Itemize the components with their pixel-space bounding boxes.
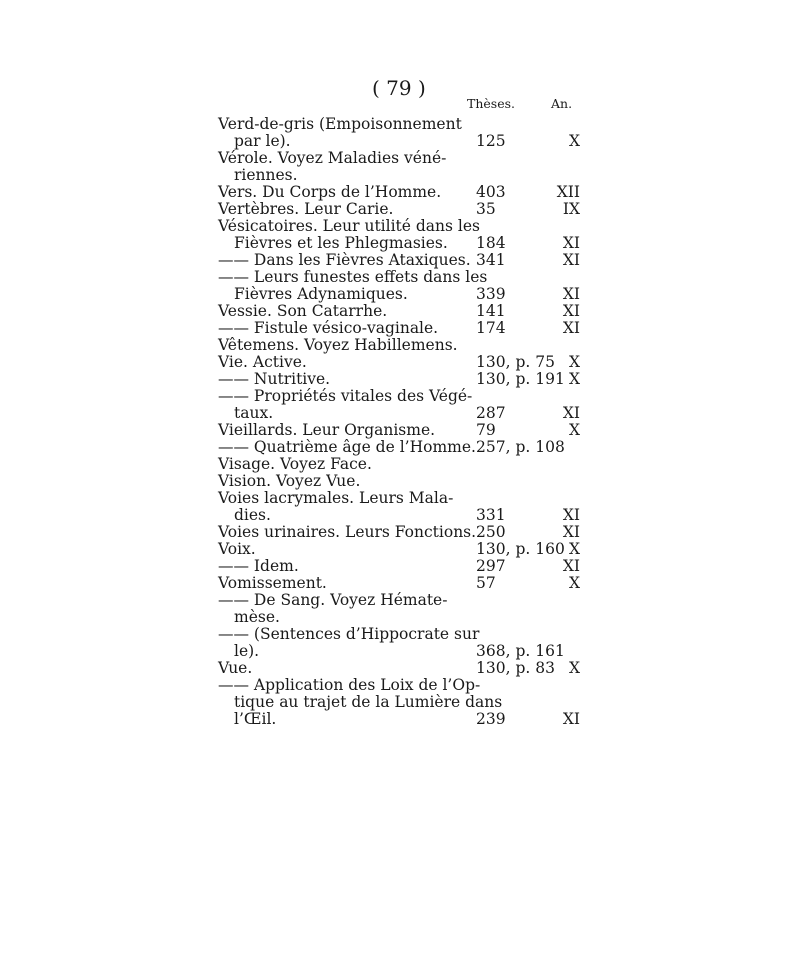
index-line xyxy=(218,473,588,490)
theses-ref: 130, p. 160 xyxy=(476,540,565,558)
index-line xyxy=(218,677,588,694)
theses-ref: 287 xyxy=(476,404,506,422)
year-ref: X xyxy=(568,353,580,371)
theses-ref: 130, p. 191 xyxy=(476,370,565,388)
year-ref: XI xyxy=(562,404,580,422)
entry-text: —— Leurs funestes effets dans les xyxy=(218,268,488,286)
year-ref: XI xyxy=(562,710,580,728)
index-line xyxy=(218,218,588,235)
index-line xyxy=(218,371,588,388)
entry-text: —— Nutritive. xyxy=(218,370,331,388)
index-line xyxy=(218,201,588,218)
index-line xyxy=(218,422,588,439)
index-line xyxy=(218,592,588,609)
theses-ref: 125 xyxy=(476,132,506,150)
entry-text: —— De Sang. Voyez Hémate- xyxy=(218,591,448,609)
entry-text: Verd-de-gris (Empoisonnement xyxy=(218,115,462,133)
theses-ref: 297 xyxy=(476,557,506,575)
year-ref: XI xyxy=(562,234,580,252)
entry-text: Visage. Voyez Face. xyxy=(218,455,372,473)
theses-ref: 331 xyxy=(476,506,506,524)
entry-text: mèse. xyxy=(234,608,280,626)
index-line xyxy=(218,439,588,456)
theses-ref: 141 xyxy=(476,302,506,320)
entry-text: Voies lacrymales. Leurs Mala- xyxy=(218,489,454,507)
index-line xyxy=(218,184,588,201)
index-line xyxy=(218,116,588,133)
index-line xyxy=(218,456,588,473)
entry-text: Vue. xyxy=(218,659,253,677)
year-ref: X xyxy=(568,574,580,592)
entry-text: —— (Sentences d’Hippocrate sur xyxy=(218,625,480,643)
entry-text: Fièvres et les Phlegmasies. xyxy=(234,234,448,252)
entry-text: Voies urinaires. Leurs Fonctions. xyxy=(218,523,477,541)
index-line xyxy=(218,286,588,303)
index-line xyxy=(218,235,588,252)
index-line xyxy=(218,524,588,541)
index-line xyxy=(218,558,588,575)
theses-ref: 403 xyxy=(476,183,506,201)
index-line xyxy=(218,405,588,422)
theses-ref: 130, p. 83 xyxy=(476,659,555,677)
page-number: ( 79 ) xyxy=(372,76,426,100)
entry-text: tique au trajet de la Lumière dans xyxy=(234,693,503,711)
index-line xyxy=(218,269,588,286)
year-ref: X xyxy=(568,659,580,677)
theses-ref: 184 xyxy=(476,234,506,252)
entry-text: —— Quatrième âge de l’Homme. xyxy=(218,438,476,456)
entry-text: —— Idem. xyxy=(218,557,299,575)
entry-text: taux. xyxy=(234,404,274,422)
index-line xyxy=(218,609,588,626)
index-line xyxy=(218,643,588,660)
year-ref: X xyxy=(568,421,580,439)
theses-ref: 341 xyxy=(476,251,506,269)
theses-ref: 339 xyxy=(476,285,506,303)
entry-text: Vérole. Voyez Maladies véné- xyxy=(218,149,447,167)
index-line xyxy=(218,490,588,507)
index-line xyxy=(218,252,588,269)
theses-ref: 368, p. 161 xyxy=(476,642,565,660)
entry-text: Fièvres Adynamiques. xyxy=(234,285,408,303)
entry-text: Vieillards. Leur Organisme. xyxy=(218,421,436,439)
entry-text: l’Œil. xyxy=(234,710,277,728)
entry-text: Vie. Active. xyxy=(218,353,307,371)
year-ref: XI xyxy=(562,557,580,575)
year-ref: XI xyxy=(562,523,580,541)
entry-text: dies. xyxy=(234,506,271,524)
entry-text: par le). xyxy=(234,132,291,150)
year-ref: X xyxy=(568,370,580,388)
index-line xyxy=(218,337,588,354)
entry-text: Vessie. Son Catarrhe. xyxy=(218,302,388,320)
theses-ref: 79 xyxy=(476,421,496,439)
theses-ref: 257, p. 108 xyxy=(476,438,565,456)
theses-ref: 57 xyxy=(476,574,496,592)
index-line xyxy=(218,507,588,524)
year-ref: XII xyxy=(556,183,580,201)
entry-text: —— Dans les Fièvres Ataxiques. xyxy=(218,251,471,269)
theses-ref: 239 xyxy=(476,710,506,728)
entry-text: Vers. Du Corps de l’Homme. xyxy=(218,183,442,201)
theses-ref: 130, p. 75 xyxy=(476,353,555,371)
index-line xyxy=(218,354,588,371)
index-line xyxy=(218,150,588,167)
entry-text: riennes. xyxy=(234,166,298,184)
year-ref: XI xyxy=(562,251,580,269)
entry-text: —— Propriétés vitales des Végé- xyxy=(218,387,473,405)
year-ref: XI xyxy=(562,285,580,303)
year-ref: X xyxy=(568,540,580,558)
theses-ref: 250 xyxy=(476,523,506,541)
year-ref: XI xyxy=(562,319,580,337)
theses-ref: 174 xyxy=(476,319,506,337)
entry-text: —— Fistule vésico-vaginale. xyxy=(218,319,439,337)
index-line xyxy=(218,167,588,184)
column-header-theses: Thèses. xyxy=(467,96,515,111)
year-ref: XI xyxy=(562,302,580,320)
index-line xyxy=(218,694,588,711)
index-line xyxy=(218,303,588,320)
entry-text: Vêtemens. Voyez Habillemens. xyxy=(218,336,458,354)
year-ref: X xyxy=(568,132,580,150)
index-line xyxy=(218,320,588,337)
index-line xyxy=(218,541,588,558)
entry-text: —— Application des Loix de l’Op- xyxy=(218,676,481,694)
year-ref: XI xyxy=(562,506,580,524)
index-line xyxy=(218,626,588,643)
entry-text: Voix. xyxy=(218,540,256,558)
entry-text: Vésicatoires. Leur utilité dans les xyxy=(218,217,480,235)
index-line xyxy=(218,711,588,728)
entry-text: le). xyxy=(234,642,260,660)
theses-ref: 35 xyxy=(476,200,496,218)
index-line xyxy=(218,388,588,405)
index-line xyxy=(218,575,588,592)
entry-text: Vertèbres. Leur Carie. xyxy=(218,200,394,218)
entry-text: Vision. Voyez Vue. xyxy=(218,472,361,490)
column-header-an: An. xyxy=(551,96,573,111)
entry-text: Vomissement. xyxy=(218,574,327,592)
index-line xyxy=(218,660,588,677)
year-ref: IX xyxy=(562,200,580,218)
index-line xyxy=(218,133,588,150)
